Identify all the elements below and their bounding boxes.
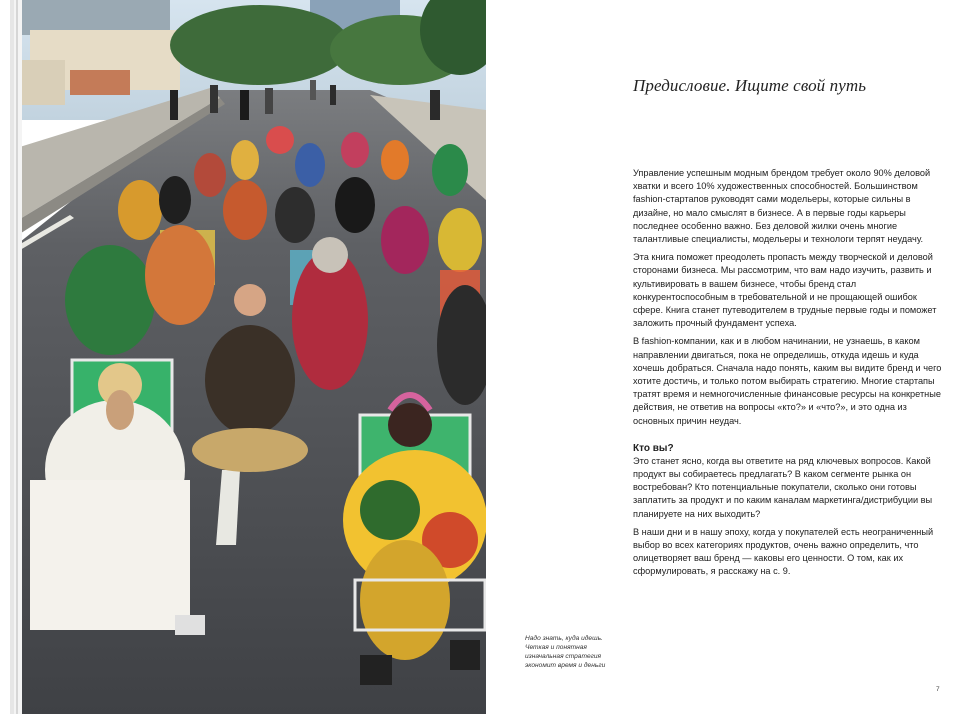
paragraph: Управление успешным модным брендом требует около 90% деловой хватки и всего 10% художественных способностей. Большинством fashion-стартапов руководят сами модельеры, которые сильны в дизайне, но мало смыслят в бизнесе. А в первые годы карьеры последнее особенно важно. Без деловой жилки очень многие талантливые специалисты, модельеры и технологи терпят неудачу. — [633, 168, 931, 245]
paragraph: В наши дни и в нашу эпоху, когда у покупателей есть неограниченный выбор во всех категориях продуктов, очень важно определить, что олицетворяет ваш бренд — каковы его ценности. О том, как их сформулировать, я расскажу на с. 9. — [633, 526, 934, 577]
photo-illustration — [10, 0, 486, 714]
photo-caption: Надо знать, куда идешь. Четкая и понятная изначальная стратегия экономит время и деньги — [525, 635, 606, 669]
paragraph: В fashion-компании, как и в любом начинании, не узнаешь, в каком направлении двигаться, пока не определишь, откуда идешь и куда хочешь добраться. Сначала надо понять, каким вы видите бренд и чего хотите достичь, и только потом выбирать стратегию. Многие стартапы тратят время и немногочисленные финансовые ресурсы на конкретные действия, не ответив на вопросы «кто?» и «что?», и это одна из основных причин неудач. — [633, 336, 942, 426]
chapter-title: Предисловие. Ищите свой путь — [633, 76, 867, 95]
fashion-crowd-photo — [10, 0, 486, 714]
page-number: 7 — [936, 686, 940, 693]
body-text — [633, 167, 946, 584]
page-edge-stripe — [10, 0, 22, 714]
section-heading: Кто вы? — [633, 442, 674, 454]
paragraph: Эта книга поможет преодолеть пропасть между творческой и деловой сторонами бизнеса. Мы рассмотрим, что вам надо изучить, развить и культивировать в вашем бизнесе, чтобы бренд стал конкурентоспособным в требовательной и не прощающей ошибок сфере. Книга станет путеводителем в трудные первые годы и поможет заложить прочный фундамент успеха. — [633, 252, 937, 329]
paragraph: Это станет ясно, когда вы ответите на ряд ключевых вопросов. Какой продукт вы собираетесь предлагать? В каком сегменте рынка он востребован? Кто потенциальные покупатели, сколько они готовы заплатить за продукт и по каким каналам маркетинга/дистрибуции вы планируете на них выходить? — [633, 455, 933, 519]
